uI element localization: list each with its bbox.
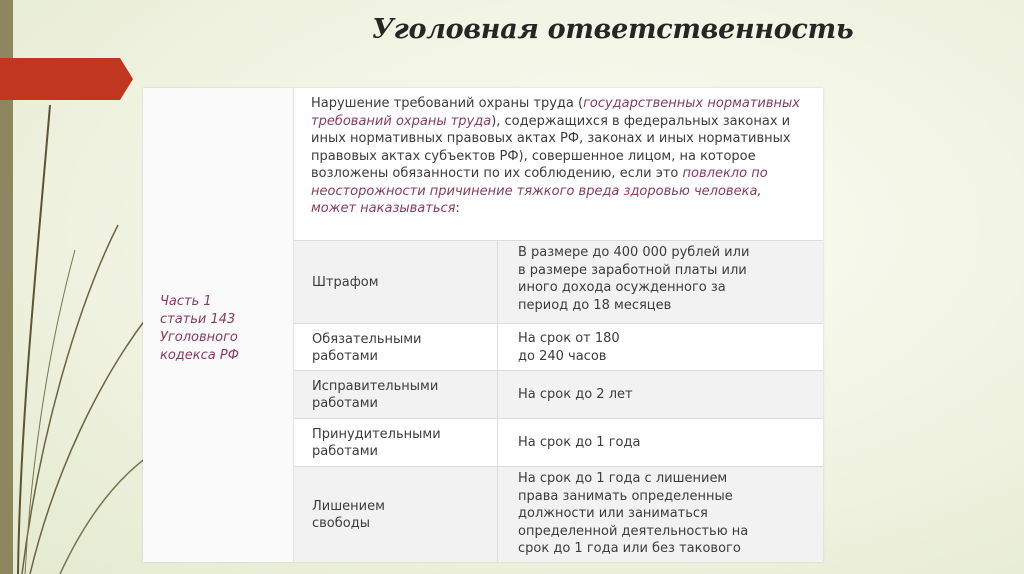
- penalty-term-line: до 240 часов: [518, 348, 607, 364]
- penalty-term-line: период до 18 месяцев: [518, 297, 672, 313]
- penalty-type: [294, 241, 498, 324]
- law-reference-line: статьи 143: [160, 312, 236, 327]
- slide-title: Уголовная ответственность: [372, 14, 854, 45]
- penalty-term-line: права занимать определенные: [518, 488, 733, 504]
- penalty-term-line: определенной деятельностью на: [518, 523, 749, 539]
- penalty-term: [498, 467, 823, 562]
- penalty-type: [294, 467, 498, 562]
- penalty-row: [294, 370, 823, 419]
- penalty-type-line: работами: [312, 396, 378, 411]
- penalty-type-line: Штрафом: [312, 275, 379, 290]
- penalty-term: [498, 419, 823, 467]
- penalty-term: [498, 324, 823, 371]
- penalty-term-line: срок до 1 года или без такового: [518, 541, 741, 556]
- penalty-term-line: должности или заниматься: [518, 506, 708, 521]
- penalty-type: [294, 324, 498, 371]
- intro-middle: ), содержащихся в федеральных законах и иных нормативных правовых актах РФ, законах и иных нормативных правовых актах субъектов РФ), совершенное лицом, на которое возложены обязанности по их соблюдению, если это: [311, 113, 791, 181]
- law-reference-line: Часть 1: [160, 294, 212, 309]
- penalty-term: [498, 241, 823, 324]
- intro-highlight: повлекло по неосторожности причинение тяжкого вреда здоровью человека, может наказываться: [311, 166, 768, 216]
- penalty-type-line: работами: [312, 348, 378, 364]
- penalty-row: [294, 466, 823, 562]
- penalty-term-line: На срок до 2 лет: [518, 387, 633, 403]
- penalty-term-line: На срок до 1 года с лишением: [518, 471, 728, 486]
- law-reference: [160, 293, 285, 365]
- penalty-row: [294, 323, 823, 371]
- legal-document-image: [143, 88, 823, 562]
- intro-lead: Нарушение требований охраны труда (: [311, 96, 584, 111]
- penalty-term-line: в размере заработной платы или: [518, 262, 747, 278]
- penalty-row: [294, 418, 823, 467]
- penalty-type-line: Обязательными: [312, 331, 422, 347]
- title-marker-arrow: [0, 58, 134, 100]
- penalty-term: [498, 371, 823, 419]
- law-reference-line: кодекса РФ: [160, 348, 239, 363]
- penalty-type-line: свободы: [312, 516, 370, 531]
- penalty-term-line: На срок от 180: [518, 331, 620, 346]
- penalty-type: [294, 371, 498, 419]
- penalty-type-line: Принудительными: [312, 427, 441, 442]
- penalty-type: [294, 419, 498, 467]
- penalty-type-line: Лишением: [312, 499, 385, 514]
- penalty-term-line: На срок до 1 года: [518, 435, 641, 451]
- law-reference-column: [143, 88, 294, 562]
- penalty-term-line: иного дохода осужденного за: [518, 280, 726, 295]
- intro-tail: :: [455, 201, 460, 216]
- penalty-type-line: работами: [312, 444, 378, 459]
- intro-link: государственных нормативных требований охраны труда: [311, 96, 800, 129]
- penalty-row: [294, 240, 823, 324]
- law-reference-line: Уголовного: [160, 330, 238, 345]
- penalty-term-line: В размере до 400 000 рублей или: [518, 245, 750, 260]
- offense-description: [311, 95, 809, 218]
- penalty-type-line: Исправительными: [312, 379, 439, 394]
